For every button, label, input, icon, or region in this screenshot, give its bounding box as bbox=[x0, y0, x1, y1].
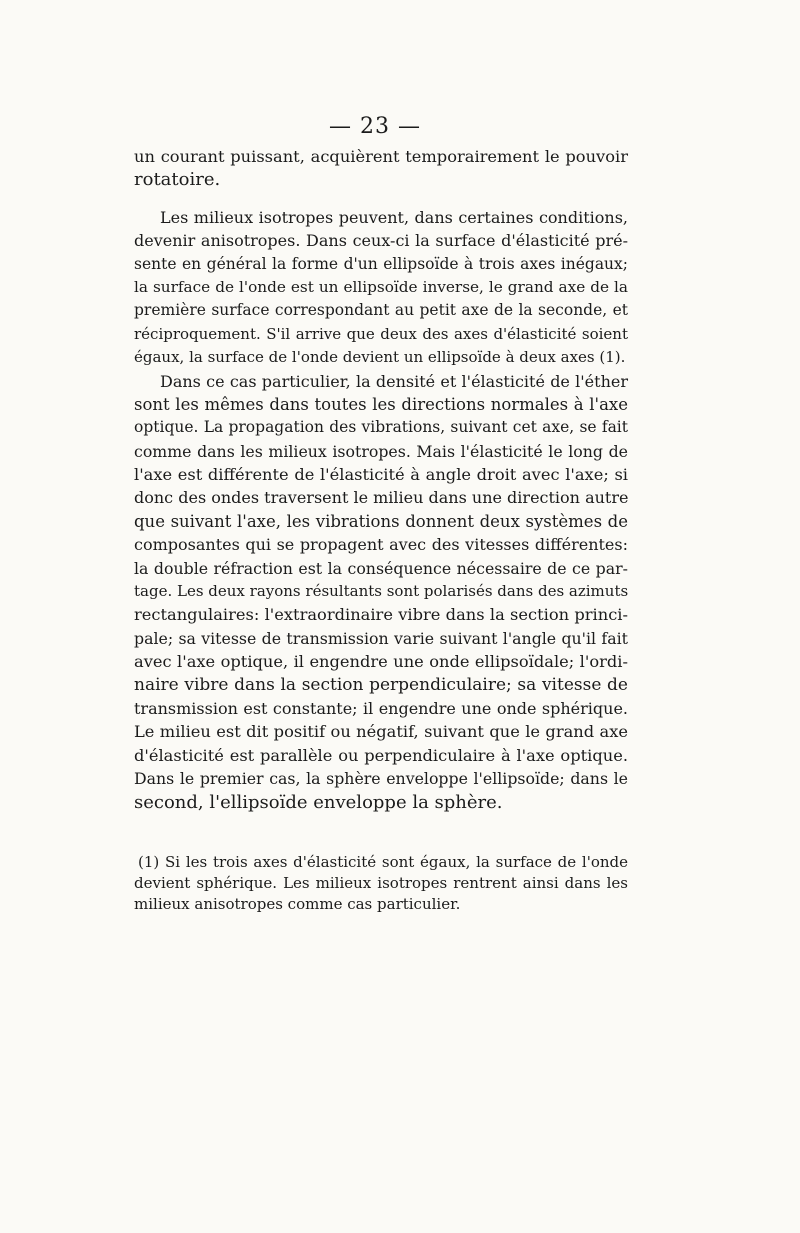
footnote-line: milieux anisotropes comme cas particulier. bbox=[134, 895, 461, 913]
text-line: un courant puissant, acquièrent temporairement le pouvoir bbox=[134, 147, 628, 166]
text-line: avec l'axe optique, il engendre une onde ellipsoïdale; l'ordi- bbox=[134, 652, 628, 672]
text-line: Les milieux isotropes peuvent, dans certaines conditions, bbox=[160, 207, 628, 227]
text-line: réciproquement. S'il arrive que deux des axes d'élasticité soient bbox=[134, 324, 628, 343]
text-line: l'axe est différente de l'élasticité à angle droit avec l'axe; si bbox=[134, 465, 628, 485]
text-line: la surface de l'onde est un ellipsoïde inverse, le grand axe de la bbox=[134, 277, 628, 296]
main-text bbox=[134, 145, 628, 814]
text-line: rectangulaires: l'extraordinaire vibre dans la section princi- bbox=[134, 605, 628, 625]
text-line: sente en général la forme d'un ellipsoïde à trois axes inégaux; bbox=[134, 254, 628, 273]
text-line: donc des ondes traversent le milieu dans une direction autre bbox=[134, 488, 629, 508]
text-line: Dans ce cas particulier, la densité et l'élasticité de l'éther bbox=[160, 371, 628, 391]
text-line: tage. Les deux rayons résultants sont polarisés dans des azimuts bbox=[134, 582, 629, 601]
text-line: naire vibre dans la section perpendiculaire; sa vitesse de bbox=[134, 674, 628, 695]
text-line: comme dans les milieux isotropes. Mais l'élasticité le long de bbox=[134, 441, 628, 461]
text-line: second, l'ellipsoïde enveloppe la sphère. bbox=[134, 791, 503, 813]
page-number: — 23 — bbox=[329, 114, 421, 139]
text-line: transmission est constante; il engendre une onde sphérique. bbox=[134, 698, 628, 718]
text-line: Dans le premier cas, la sphère enveloppe l'ellipsoïde; dans le bbox=[134, 769, 628, 789]
footnote-line: devient sphérique. Les milieux isotropes rentrent ainsi dans les bbox=[134, 874, 628, 892]
text-line: devenir anisotropes. Dans ceux-ci la surface d'élasticité pré- bbox=[134, 231, 628, 251]
footnote-line: (1) Si les trois axes d'élasticité sont égaux, la surface de l'onde bbox=[138, 853, 628, 871]
text-line: pale; sa vitesse de transmission varie suivant l'angle qu'il fait bbox=[134, 628, 628, 648]
text-line: la double réfraction est la conséquence nécessaire de ce par- bbox=[134, 558, 628, 578]
footnote bbox=[134, 852, 628, 915]
paragraph-gap bbox=[134, 192, 628, 206]
text-line: que suivant l'axe, les vibrations donnent deux systèmes de bbox=[134, 511, 628, 531]
text-line: sont les mêmes dans toutes les directions normales à l'axe bbox=[134, 394, 628, 414]
text-line: composantes qui se propagent avec des vitesses différentes: bbox=[134, 535, 628, 555]
text-line: Le milieu est dit positif ou négatif, suivant que le grand axe bbox=[134, 722, 628, 742]
text-line: égaux, la surface de l'onde devient un ellipsoïde à deux axes (1). bbox=[134, 348, 626, 367]
text-line: rotatoire. bbox=[134, 169, 221, 191]
text-line: d'élasticité est parallèle ou perpendiculaire à l'axe optique. bbox=[134, 745, 628, 765]
text-line: optique. La propagation des vibrations, suivant cet axe, se fait bbox=[134, 418, 628, 437]
text-line: première surface correspondant au petit axe de la seconde, et bbox=[134, 301, 628, 320]
